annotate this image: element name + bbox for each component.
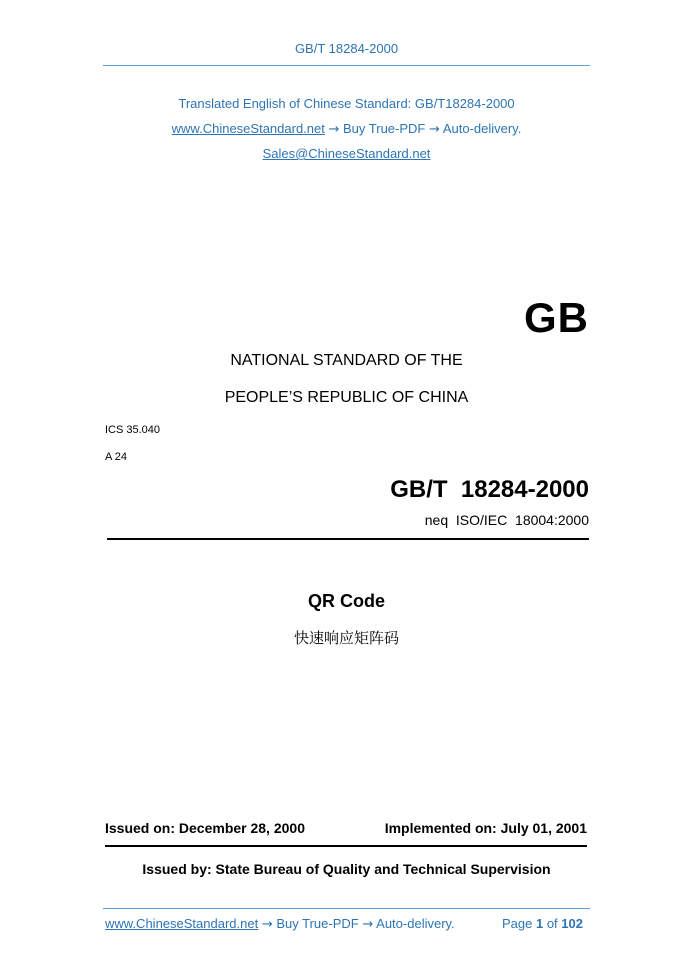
footer-delivery-text: Auto-delivery. [376, 916, 455, 931]
class-code: A 24 [105, 451, 128, 463]
header-title: GB/T 18284-2000 [294, 41, 399, 56]
footer-buy-text: Buy True-PDF [276, 916, 359, 931]
banner-line2 [0, 121, 693, 137]
banner-line3 [0, 146, 693, 161]
sales-email-link[interactable]: Sales@ChineseStandard.net [262, 146, 431, 161]
implemented-date: Implemented on: July 01, 2001 [384, 820, 587, 836]
footer-site-link[interactable]: www.ChineseStandard.net [105, 916, 259, 931]
banner-buy-text: Buy True-PDF [343, 121, 426, 136]
standard-rule [107, 538, 589, 540]
gb-logo: GB [524, 294, 589, 341]
standard-number: GB/T 18284-2000 [390, 476, 589, 503]
ics-code: ICS 35.040 [105, 424, 161, 436]
document-title-chinese: 快速响应矩阵码 [293, 629, 399, 647]
banner-delivery-text: Auto-delivery. [442, 121, 522, 136]
page-number: 1 [535, 916, 544, 931]
arrow-right-icon: → [429, 122, 440, 137]
footer-link-line [105, 916, 455, 932]
document-title: QR Code [307, 591, 385, 611]
banner-site-link[interactable]: www.ChineseStandard.net [171, 121, 325, 136]
national-line1: NATIONAL STANDARD OF THE [230, 352, 463, 369]
arrow-right-icon: → [261, 917, 273, 932]
arrow-right-icon: → [328, 122, 340, 137]
issued-date: Issued on: December 28, 2000 [105, 820, 305, 836]
page-total: 102 [561, 916, 583, 931]
national-line2: PEOPLE’S REPUBLIC OF CHINA [224, 389, 469, 406]
standard-equivalence: neq ISO/IEC 18004:2000 [424, 512, 589, 528]
header-rule [103, 65, 590, 66]
of-word: of [546, 916, 558, 931]
issuer: Issued by: State Bureau of Quality and Technical Supervision [142, 861, 551, 877]
footer-rule [103, 908, 590, 909]
page-indicator [502, 916, 583, 931]
dates-rule [105, 845, 587, 847]
page-word: Page [501, 916, 533, 931]
banner-line1: Translated English of Chinese Standard: GB/T18284-2000 [178, 96, 515, 111]
arrow-right-icon: → [362, 917, 374, 932]
